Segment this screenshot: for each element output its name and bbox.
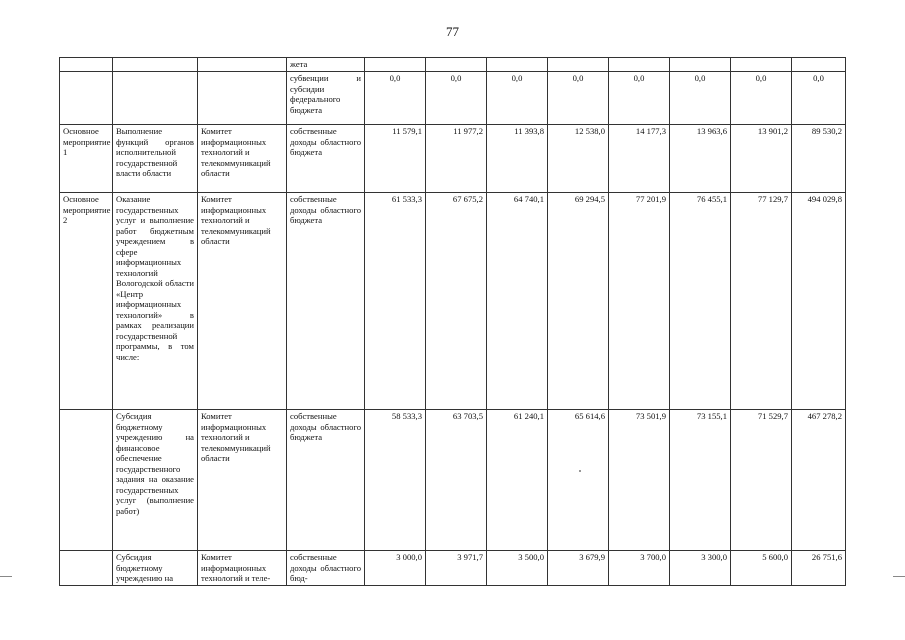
row-year-value-cell: 0,0 [426,72,487,125]
row-year-value-cell: 0,0 [609,72,670,125]
row-year-value-cell: 77 129,7 [731,193,792,410]
row-description-cell: Субсидия бюджетному учреждению на финансовое обеспечение государственного задания на оказание государственных услуг (выполнение работ) [113,410,198,551]
row-total-cell: 494 029,8 [792,193,846,410]
row-year-value-cell: 3 700,0 [609,551,670,586]
row-executor-cell [198,72,287,125]
row-year-value-cell: 14 177,3 [609,125,670,193]
page-number: 77 [446,24,459,39]
row-year-value-cell [609,58,670,72]
row-name-cell: Основное мероприятие 2 [60,193,113,410]
margin-mark-left [0,576,12,577]
row-year-value-cell: 3 971,7 [426,551,487,586]
row-year-value-cell: 69 294,5 [548,193,609,410]
row-year-value-cell: 58 533,3 [365,410,426,551]
row-total-cell: 89 530,2 [792,125,846,193]
row-year-value-cell [548,58,609,72]
row-description-cell [113,58,198,72]
row-year-value-cell: 12 538,0 [548,125,609,193]
row-year-value-cell [487,58,548,72]
row-funding-source-cell: собственные доходы областного бюджета [287,410,365,551]
row-total-cell [792,58,846,72]
row-total-cell: 26 751,6 [792,551,846,586]
row-year-value-cell: 73 501,9 [609,410,670,551]
row-year-value-cell: 0,0 [487,72,548,125]
table-row [60,72,846,125]
row-year-value-cell: 3 679,9 [548,551,609,586]
row-year-value-cell: 13 963,6 [670,125,731,193]
row-year-value-cell: 11 393,8 [487,125,548,193]
row-year-value-cell: 5 600,0 [731,551,792,586]
row-executor-cell: Комитет информационных технологий и телекоммуникаций области [198,125,287,193]
table-row [60,125,846,193]
row-year-value-cell: 13 901,2 [731,125,792,193]
row-description-cell: Выполнение функций органов исполнительной государственной власти области [113,125,198,193]
table-row [60,410,846,551]
row-year-value-cell [426,58,487,72]
row-funding-source-cell: собственные доходы областного бюджета [287,193,365,410]
row-funding-source-cell: собственные доходы областного бюджета [287,125,365,193]
row-year-value-cell: 63 703,5 [426,410,487,551]
row-year-value-cell [731,58,792,72]
row-year-value-cell: 73 155,1 [670,410,731,551]
table-row [60,193,846,410]
scan-dot [579,470,581,472]
row-year-value-cell: 76 455,1 [670,193,731,410]
row-year-value-cell [365,58,426,72]
row-year-value-cell: 71 529,7 [731,410,792,551]
row-year-value-cell: 3 000,0 [365,551,426,586]
row-name-cell [60,551,113,586]
row-total-cell: 0,0 [792,72,846,125]
row-year-value-cell: 61 533,3 [365,193,426,410]
row-year-value-cell: 11 977,2 [426,125,487,193]
row-year-value-cell: 65 614,6 [548,410,609,551]
row-year-value-cell [670,58,731,72]
row-year-value-cell: 3 300,0 [670,551,731,586]
row-year-value-cell: 0,0 [365,72,426,125]
row-executor-cell: Комитет информационных технологий и телекоммуникаций области [198,193,287,410]
row-name-cell [60,58,113,72]
row-name-cell [60,410,113,551]
row-name-cell: Основное мероприятие 1 [60,125,113,193]
row-year-value-cell: 11 579,1 [365,125,426,193]
row-executor-cell [198,58,287,72]
row-funding-source-cell: собственные доходы областного бюд- [287,551,365,586]
row-year-value-cell: 77 201,9 [609,193,670,410]
row-name-cell [60,72,113,125]
row-description-cell [113,72,198,125]
row-total-cell: 467 278,2 [792,410,846,551]
row-executor-cell: Комитет информационных технологий и теле- [198,551,287,586]
row-year-value-cell: 64 740,1 [487,193,548,410]
row-funding-source-cell: субвенции и субсидии федерального бюджета [287,72,365,125]
row-funding-source-cell: жета [287,58,365,72]
table-row [60,58,846,72]
row-description-cell: Оказание государственных услуг и выполнение работ бюджетным учреждением в сфере информационных технологий Вологодской области «Центр информационных технологий» в рамках реализации государственной программы, в том числе: [113,193,198,410]
row-year-value-cell: 61 240,1 [487,410,548,551]
budget-table [59,57,846,586]
row-year-value-cell: 67 675,2 [426,193,487,410]
row-executor-cell: Комитет информационных технологий и телекоммуникаций области [198,410,287,551]
row-description-cell: Субсидия бюджетному учреждению на [113,551,198,586]
row-year-value-cell: 3 500,0 [487,551,548,586]
row-year-value-cell: 0,0 [548,72,609,125]
row-year-value-cell: 0,0 [670,72,731,125]
margin-mark-right [893,576,905,577]
table-row [60,551,846,586]
row-year-value-cell: 0,0 [731,72,792,125]
